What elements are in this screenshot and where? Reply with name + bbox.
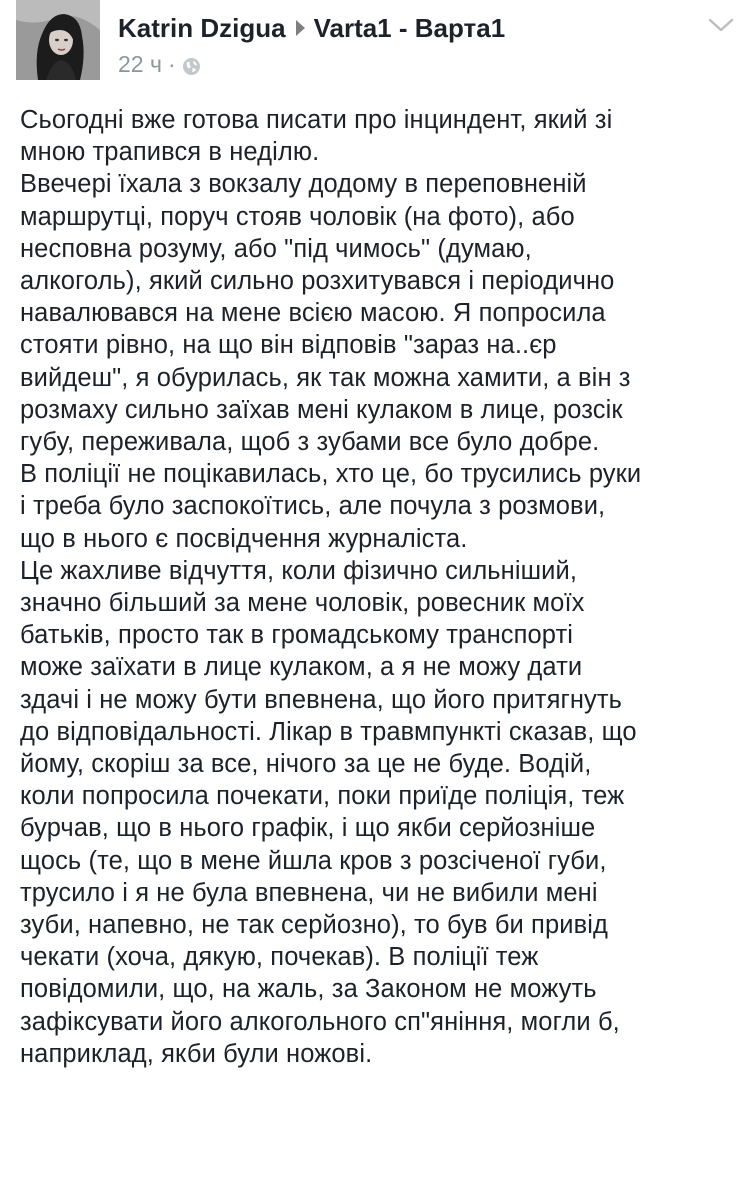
post-line: чекати (хоча, дякую, почекав). В поліції теж <box>20 943 539 972</box>
post-line: розмаху сильно заїхав мені кулаком в лице, розсік <box>20 395 623 424</box>
post-line: батьків, просто так в громадському транспорті <box>20 621 574 650</box>
post-line: маршрутці, поруч стояв чоловік (на фото), або <box>20 202 575 231</box>
post-line: В поліції не поцікавилась, хто це, бо трусились руки <box>20 460 642 489</box>
post-line: йому, скоріш за все, нічого за це не буде. Водій, <box>20 750 592 779</box>
post-line: несповна розуму, або "під чимось" (думаю, <box>20 234 532 263</box>
post-header <box>16 0 736 86</box>
post-line: може заїхати в лице кулаком, а я не можу дати <box>20 653 583 682</box>
globe-icon[interactable] <box>182 55 201 74</box>
post-line: що в нього є посвідчення журналіста. <box>20 524 468 553</box>
shared-to-arrow-icon <box>296 20 305 36</box>
post-line: мною трапився в неділю. <box>20 138 320 167</box>
post-line: коли попросила почекати, поки приїде поліція, теж <box>20 782 625 811</box>
post-line: Сьогодні вже готова писати про інциндент, який зі <box>20 106 613 134</box>
avatar-photo <box>16 0 100 80</box>
post-line: і треба було заспокоїтись, але почула з розмови, <box>20 492 606 521</box>
post-line: Це жахливе відчуття, коли фізично сильніший, <box>20 556 578 585</box>
post-line: до відповідальності. Лікар в травмпункті сказав, що <box>20 717 637 746</box>
post-line: щось (те, що в мене йшла кров з розсіченої губи, <box>20 846 607 875</box>
post-body <box>20 104 735 1070</box>
post-line: значно більший за мене чоловік, ровесник моїх <box>20 589 585 618</box>
post-line: алкоголь), який сильно розхитувався і періодично <box>20 267 615 296</box>
post-timestamp[interactable]: 22 ч <box>118 50 162 77</box>
post-line: бурчав, що в нього графік, і що якби серйозніше <box>20 814 596 843</box>
post-line: зафіксувати його алкогольного сп"яніння, могли б, <box>20 1007 620 1036</box>
author-name-link[interactable]: Katrin Dzigua <box>118 12 286 43</box>
post-line: зуби, напевно, не так серйозно), то був би привід <box>20 911 608 940</box>
post-line: повідомили, що, на жаль, за Законом не можуть <box>20 975 597 1004</box>
post-line: здачі і не можу бути впевнена, що його притягнуть <box>20 685 623 714</box>
post-line: Ввечері їхала з вокзалу додому в переповненій <box>20 170 587 199</box>
post-author-line <box>118 10 505 46</box>
group-name-link[interactable]: Varta1 - Варта1 <box>313 12 506 43</box>
post-line: наприклад, якби були ножові. <box>20 1039 373 1068</box>
post-meta <box>118 50 201 78</box>
post-line: стояти рівно, на що він відповів "зараз на..єр <box>20 331 557 360</box>
author-avatar[interactable] <box>16 0 100 80</box>
post-line: трусило і я не була впевнена, чи не вибили мені <box>20 878 598 907</box>
post-line: вийдеш", я обурилась, як так можна хамити, а він з <box>20 363 631 392</box>
post-line: навалювався на мене всією масою. Я попросила <box>20 299 606 328</box>
post-line: губу, переживала, щоб з зубами все було добре. <box>20 428 600 457</box>
meta-separator: · <box>167 50 176 77</box>
chevron-down-icon[interactable] <box>706 14 736 36</box>
